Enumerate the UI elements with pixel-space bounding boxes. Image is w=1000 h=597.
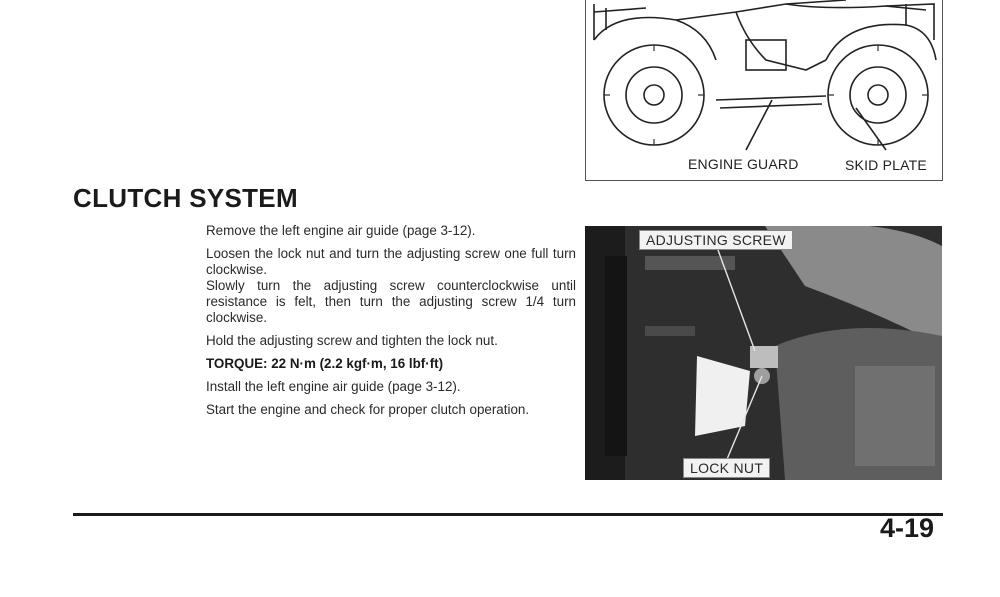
step-turn-counterclockwise: Slowly turn the adjusting screw counterclockwise until resistance is felt, then turn the adjusting screw 1/4 turn clockwise. <box>206 278 576 325</box>
engine-guard-label: ENGINE GUARD <box>688 156 799 172</box>
atv-illustration <box>585 0 943 181</box>
step-remove-air-guide: Remove the left engine air guide (page 3-12). <box>206 223 476 238</box>
torque-spec: TORQUE: 22 N·m (2.2 kgf·m, 16 lbf·ft) <box>206 356 444 371</box>
clutch-photo-drawing <box>585 226 942 480</box>
step-loosen-lock-nut: Loosen the lock nut and turn the adjusting screw one full turn clockwise. <box>206 246 576 277</box>
footer-rule <box>73 513 943 516</box>
page-number: 4-19 <box>880 513 935 543</box>
lock-nut-label: LOCK NUT <box>683 458 770 478</box>
procedure-text <box>206 223 576 425</box>
step-tighten-lock-nut: Hold the adjusting screw and tighten the lock nut. <box>206 333 498 348</box>
atv-drawing <box>586 0 944 181</box>
skid-plate-label: SKID PLATE <box>845 157 927 173</box>
clutch-photo <box>585 226 942 480</box>
section-title: CLUTCH SYSTEM <box>73 183 298 213</box>
step-start-engine: Start the engine and check for proper clutch operation. <box>206 402 530 417</box>
adjusting-screw-label: ADJUSTING SCREW <box>639 230 793 250</box>
step-install-air-guide: Install the left engine air guide (page 3-12). <box>206 379 461 394</box>
